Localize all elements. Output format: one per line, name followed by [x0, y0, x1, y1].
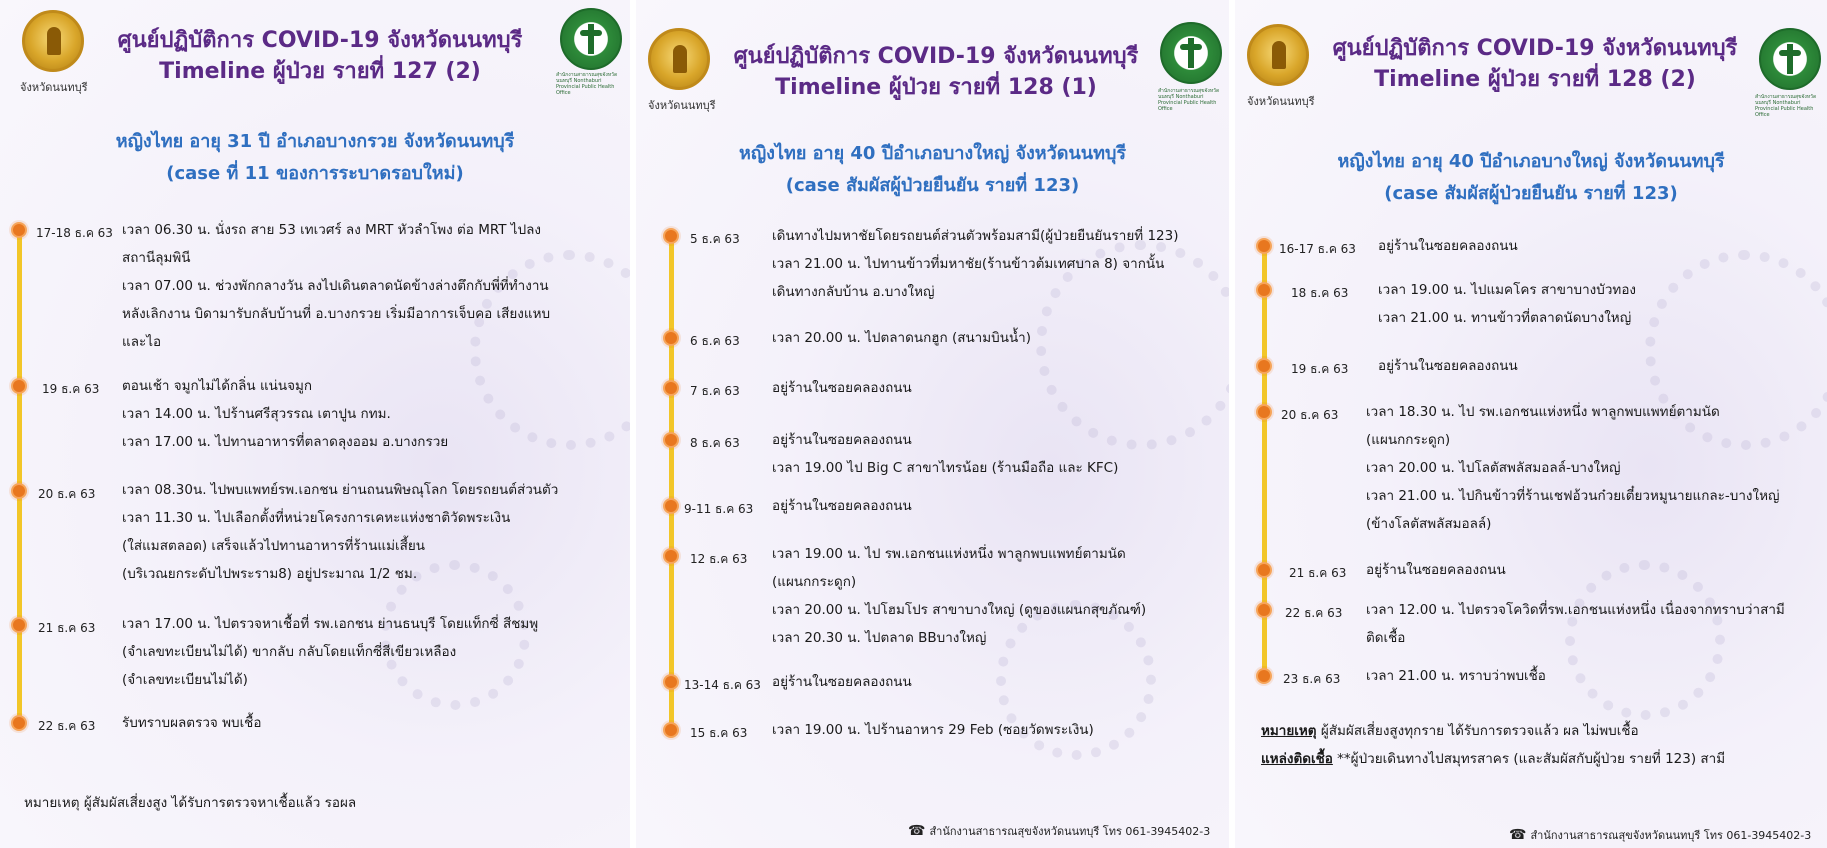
subtitle-line-1: หญิงไทย อายุ 31 ปี อำเภอบางกรวย จังหวัดนนทบุรี: [115, 131, 515, 152]
timeline-dot: [11, 617, 27, 633]
entry-date: 21 ธ.ค 63: [1289, 566, 1347, 580]
seal-caption: จังหวัดนนทบุรี: [1247, 95, 1315, 108]
subtitle-line-2: (case สัมผัสผู้ป่วยยืนยัน รายที่ 123): [1384, 183, 1678, 204]
entry-date: 20 ธ.ค 63: [1281, 408, 1339, 422]
entry-line: เวลา 08.30น. ไปพบแพทย์รพ.เอกชน ย่านถนนพิษณุโลก โดยรถยนต์ส่วนตัว: [122, 482, 559, 498]
entry-line: เวลา 21.00 น. ไปกินข้าวที่ร้านเชฟอ้วนก๋วยเตี๋ยวหมูนายแกละ-บางใหญ่: [1366, 488, 1780, 504]
entry-lines: [772, 492, 912, 520]
entry-lines: [772, 374, 912, 402]
entry-line: เวลา 17.00 น. ไปทานอาหารที่ตลาดลุงออม อ.บางกรวย: [122, 434, 449, 450]
entry-line: เดินทางไปมหาชัยโดยรถยนต์ส่วนตัวพร้อมสามี(ผู้ป่วยยืนยันรายที่ 123): [772, 228, 1179, 244]
timeline-dot: [1256, 358, 1272, 374]
entry-line: อยู่ร้านในซอยคลองถนน: [772, 432, 912, 448]
entry-line: ติดเชื้อ: [1366, 630, 1406, 646]
entry-lines: [772, 540, 1146, 652]
panel-title: [90, 26, 550, 88]
entry-line: อยู่ร้านในซอยคลองถนน: [772, 674, 912, 690]
nonthaburi-seal-logo: [648, 28, 710, 90]
timeline-dot: [1256, 238, 1272, 254]
entry-date: 16-17 ธ.ค 63: [1279, 242, 1356, 256]
entry-line: หลังเลิกงาน บิดามารับกลับบ้านที่ อ.บางกรวย เริ่มมีอาการเจ็บคอ เสียงแหบ: [122, 306, 551, 322]
entry-line: (แผนกกระดูก): [1366, 432, 1451, 448]
entry-line: อยู่ร้านในซอยคลองถนน: [1378, 358, 1518, 374]
entry-line: เวลา 07.00 น. ช่วงพักกลางวัน ลงไปเดินตลาดนัดข้างล่างตึกกับพี่ที่ทำงาน: [122, 278, 549, 294]
entry-date: 12 ธ.ค 63: [690, 552, 748, 566]
phone-icon: ☎: [908, 823, 926, 839]
remark-text: ผู้สัมผัสเสี่ยงสูงทุกราย ได้รับการตรวจแล้ว ผล ไม่พบเชื้อ: [1316, 723, 1639, 739]
entry-date: 7 ธ.ค 63: [690, 384, 740, 398]
entry-lines: [122, 476, 558, 588]
entry-line: และไอ: [122, 334, 162, 350]
contact-footer: [1509, 826, 1811, 844]
timeline-dot: [11, 715, 27, 731]
entry-line: เวลา 20.00 น. ไปโฮมโปร สาขาบางใหญ่ (ดูของแผนกสุขภัณฑ์): [772, 602, 1147, 618]
entry-line: เวลา 19.00 น. ไปแมคโคร สาขาบางบัวทอง: [1378, 282, 1637, 298]
title-line-2: Timeline ผู้ป่วย รายที่ 128 (2): [1374, 67, 1696, 92]
entry-date: 17-18 ธ.ค 63: [36, 226, 113, 240]
timeline-panel-128-1: [636, 0, 1229, 848]
entry-line: ตอนเช้า จมูกไม่ได้กลิ่น แน่นจมูก: [122, 378, 313, 394]
seal-caption: จังหวัดนนทบุรี: [648, 99, 716, 112]
entry-lines: [122, 216, 550, 356]
entry-lines: [772, 222, 1179, 306]
title-line-1: ศูนย์ปฏิบัติการ COVID-19 จังหวัดนนทบุรี: [117, 28, 523, 53]
entry-line: เวลา 20.00 น. ไปโลตัสพลัสมอลล์-บางใหญ่: [1366, 460, 1621, 476]
entry-lines: [1366, 662, 1546, 690]
entry-date: 18 ธ.ค 63: [1291, 286, 1349, 300]
entry-line: เวลา 19.00 น. ไปร้านอาหาร 29 Feb (ซอยวัดพระเงิน): [772, 722, 1094, 738]
entry-line: เวลา 17.00 น. ไปตรวจหาเชื้อที่ รพ.เอกชน ย่านธนบุรี โดยแท็กซี่ สีชมพู: [122, 616, 539, 632]
entry-date: 13-14 ธ.ค 63: [684, 678, 761, 692]
entry-date: 6 ธ.ค 63: [690, 334, 740, 348]
entry-line: (จำเลขทะเบียนไม่ได้) ขากลับ กลับโดยแท็กซี่สีเขียวเหลือง: [122, 644, 457, 660]
panel-title: [1315, 34, 1755, 96]
entry-line: อยู่ร้านในซอยคลองถนน: [772, 498, 912, 514]
entry-lines: [772, 668, 912, 696]
entry-lines: [1366, 398, 1780, 538]
seal-caption: จังหวัดนนทบุรี: [20, 81, 88, 94]
entry-line: เวลา 06.30 น. นั่งรถ สาย 53 เทเวศร์ ลง MRT หัวลำโพง ต่อ MRT ไปลง: [122, 222, 542, 238]
entry-date: 22 ธ.ค 63: [38, 719, 96, 733]
subtitle-line-2: (case สัมผัสผู้ป่วยยืนยัน รายที่ 123): [785, 175, 1080, 196]
contact-footer: [908, 822, 1210, 840]
entry-date: 19 ธ.ค 63: [1291, 362, 1349, 376]
entry-line: เวลา 20.30 น. ไปตลาด BBบางใหญ่: [772, 630, 987, 646]
remark-note: หมายเหตุ ผู้สัมผัสเสี่ยงสูง ได้รับการตรวจหาเชื้อแล้ว รอผล: [24, 795, 357, 811]
entry-line: เวลา 12.00 น. ไปตรวจโควิดที่รพ.เอกชนแห่งหนึ่ง เนื่องจากทราบว่าสามี: [1366, 602, 1785, 618]
patient-subtitle: [1245, 146, 1817, 210]
entry-date: 8 ธ.ค 63: [690, 436, 740, 450]
entry-lines: [772, 716, 1094, 744]
remark-note: [1261, 718, 1639, 744]
entry-line: เวลา 19.00 ไป Big C สาขาไทรน้อย (ร้านมือถือ และ KFC): [772, 460, 1119, 476]
timeline-dot: [663, 432, 679, 448]
entry-line: เวลา 21.00 น. ทราบว่าพบเชื้อ: [1366, 668, 1546, 684]
timeline-dot: [1256, 668, 1272, 684]
entry-line: (จำเลขทะเบียนไม่ได้): [122, 672, 248, 688]
entry-line: เวลา 21.00 น. ทานข้าวที่ตลาดนัดบางใหญ่: [1378, 310, 1632, 326]
entry-lines: [772, 426, 1118, 482]
entry-date: 21 ธ.ค 63: [38, 621, 96, 635]
entry-line: อยู่ร้านในซอยคลองถนน: [772, 380, 912, 396]
patient-subtitle: [646, 138, 1219, 202]
entry-lines: [1378, 352, 1518, 380]
entry-lines: [1378, 276, 1636, 332]
timeline-dot: [1256, 404, 1272, 420]
infection-source-text: **ผู้ป่วยเดินทางไปสมุทรสาคร (และสัมผัสกับผู้ป่วย รายที่ 123) สามี: [1332, 751, 1726, 767]
entry-date: 19 ธ.ค 63: [42, 382, 100, 396]
timeline-dot: [1256, 282, 1272, 298]
moph-logo: [1160, 22, 1222, 84]
entry-line: เวลา 18.30 น. ไป รพ.เอกชนแห่งหนึ่ง พาลูกพบแพทย์ตามนัด: [1366, 404, 1720, 420]
timeline-dot: [11, 378, 27, 394]
title-line-2: Timeline ผู้ป่วย รายที่ 128 (1): [775, 75, 1097, 100]
nonthaburi-seal-logo: [1247, 24, 1309, 86]
moph-caption: สำนักงานสาธารณสุขจังหวัดนนทบุรี Nonthaburi Provincial Public Health Office: [1158, 88, 1220, 112]
timeline-dot: [1256, 602, 1272, 618]
timeline-dot: [663, 674, 679, 690]
entry-lines: [772, 324, 1031, 352]
entry-date: 23 ธ.ค 63: [1283, 672, 1341, 686]
timeline-dot: [663, 228, 679, 244]
timeline-rail: [17, 230, 22, 730]
panel-title: [716, 42, 1156, 104]
patient-subtitle: [20, 126, 610, 190]
timeline-dot: [1256, 562, 1272, 578]
subtitle-line-2: (case ที่ 11 ของการระบาดรอบใหม่): [166, 163, 464, 184]
entry-date: 5 ธ.ค 63: [690, 232, 740, 246]
entry-line: อยู่ร้านในซอยคลองถนน: [1366, 562, 1506, 578]
timeline-dot: [11, 483, 27, 499]
entry-date: 9-11 ธ.ค 63: [684, 502, 754, 516]
entry-line: เวลา 20.00 น. ไปตลาดนกฮูก (สนามบินน้ำ): [772, 330, 1032, 346]
entry-line: เวลา 19.00 น. ไป รพ.เอกชนแห่งหนึ่ง พาลูกพบแพทย์ตามนัด: [772, 546, 1126, 562]
title-line-1: ศูนย์ปฏิบัติการ COVID-19 จังหวัดนนทบุรี: [733, 44, 1139, 69]
title-line-1: ศูนย์ปฏิบัติการ COVID-19 จังหวัดนนทบุรี: [1332, 36, 1738, 61]
entry-lines: [122, 372, 448, 456]
entry-line: (แผนกกระดูก): [772, 574, 857, 590]
infection-source-note: [1261, 746, 1725, 772]
entry-line: รับทราบผลตรวจ พบเชื้อ: [122, 715, 262, 731]
subtitle-line-1: หญิงไทย อายุ 40 ปีอำเภอบางใหญ่ จังหวัดนนทบุรี: [1337, 151, 1725, 172]
moph-logo: [560, 8, 622, 70]
moph-caption: สำนักงานสาธารณสุขจังหวัดนนทบุรี Nonthaburi Provincial Public Health Office: [1755, 94, 1817, 118]
entry-lines: [1366, 596, 1785, 652]
timeline-dot: [663, 380, 679, 396]
entry-line: (บริเวณยกระดับไปพระราม8) อยู่ประมาณ 1/2 ชม.: [122, 566, 418, 582]
timeline-dot: [663, 548, 679, 564]
entry-line: อยู่ร้านในซอยคลองถนน: [1378, 238, 1518, 254]
infection-source-label: แหล่งติดเชื้อ: [1261, 751, 1333, 767]
timeline-panel-127: [0, 0, 630, 848]
timeline-dot: [663, 722, 679, 738]
moph-logo: [1759, 28, 1821, 90]
timeline-rail: [669, 236, 674, 736]
entry-lines: [122, 610, 538, 694]
title-line-2: Timeline ผู้ป่วย รายที่ 127 (2): [159, 59, 481, 84]
entry-date: 22 ธ.ค 63: [1285, 606, 1343, 620]
entry-date: 15 ธ.ค 63: [690, 726, 748, 740]
entry-date: 20 ธ.ค 63: [38, 487, 96, 501]
timeline-dot: [663, 330, 679, 346]
timeline-dot: [11, 222, 27, 238]
moph-caption: สำนักงานสาธารณสุขจังหวัดนนทบุรี Nonthaburi Provincial Public Health Office: [556, 72, 618, 96]
entry-line: เดินทางกลับบ้าน อ.บางใหญ่: [772, 284, 935, 300]
entry-line: เวลา 21.00 น. ไปทานข้าวที่มหาชัย(ร้านข้าวต้มเทศบาล 8) จากนั้น: [772, 256, 1165, 272]
footer-text: สำนักงานสาธารณสุขจังหวัดนนทบุรี โทร 061-3945402-3: [929, 825, 1211, 838]
entry-lines: [122, 709, 261, 737]
entry-line: เวลา 14.00 น. ไปร้านศรีสุวรรณ เตาปูน กทม.: [122, 406, 391, 422]
timeline-dot: [663, 498, 679, 514]
phone-icon: ☎: [1509, 827, 1527, 843]
entry-line: เวลา 11.30 น. ไปเลือกตั้งที่หน่วยโครงการเคหะแห่งชาติวัดพระเงิน: [122, 510, 511, 526]
footer-text: สำนักงานสาธารณสุขจังหวัดนนทบุรี โทร 061-3945402-3: [1530, 829, 1812, 842]
entry-lines: [1366, 556, 1506, 584]
subtitle-line-1: หญิงไทย อายุ 40 ปีอำเภอบางใหญ่ จังหวัดนนทบุรี: [738, 143, 1127, 164]
remark-label: หมายเหตุ: [1261, 723, 1317, 739]
entry-line: สถานีลุมพินี: [122, 250, 191, 266]
entry-line: (ข้างโลตัสพลัสมอลล์): [1366, 516, 1492, 532]
entry-line: (ใส่แมสตลอด) เสร็จแล้วไปทานอาหารที่ร้านแม่เสี้ยน: [122, 538, 426, 554]
entry-lines: [1378, 232, 1518, 260]
timeline-panel-128-2: [1235, 0, 1827, 848]
nonthaburi-seal-logo: [22, 10, 84, 72]
